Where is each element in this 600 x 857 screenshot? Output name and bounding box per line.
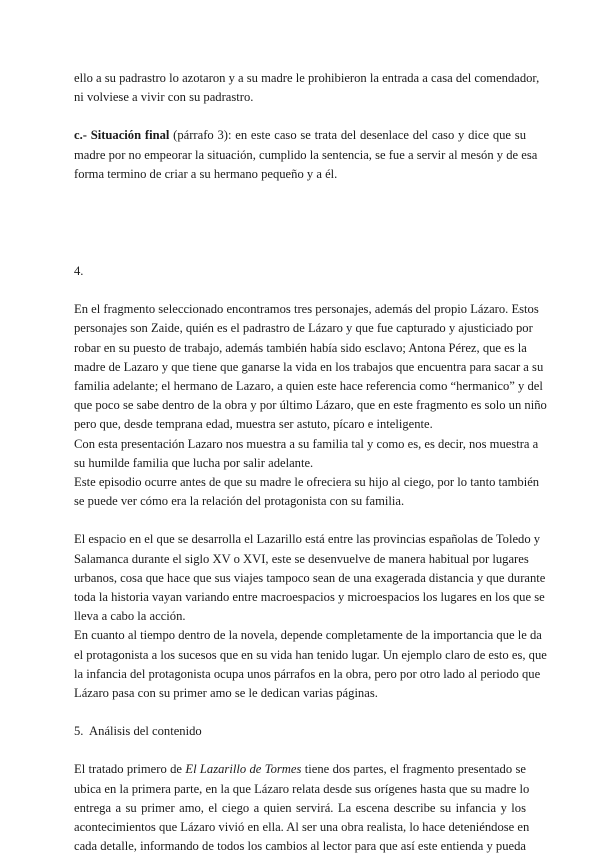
- text-line: Con esta presentación Lazaro nos muestra a su familia tal y como es, es decir, nos muestra a: [74, 436, 539, 451]
- text-line: familia adelante; el hermano de Lazaro, a quien este hace referencia como “hermanico” y del: [74, 379, 543, 394]
- text-line: En el fragmento seleccionado encontramos tres personajes, además del propio Lázaro. Estos: [74, 302, 539, 317]
- text-line: Lázaro pasa con su primer amo se le dedican varias páginas.: [74, 686, 378, 701]
- spacer: [74, 703, 526, 722]
- text-line: acontecimientos que Lázaro vivió en ella. Al ser una obra realista, lo hace deteniéndose en: [74, 820, 530, 835]
- text-line: pero que, desde temprana edad, muestra ser astuto, pícaro e inteligente.: [74, 417, 433, 432]
- text-line: la infancia del protagonista ocupa unos párrafos en la obra, pero por otro lado al periodo que: [74, 666, 541, 681]
- text-line: forma termino de criar a su hermano pequeño y a él.: [74, 166, 338, 181]
- text-line: madre por no empeorar la situación, cumplido la sentencia, se fue a servir al mesón y de esa: [74, 147, 538, 162]
- section-4-paragraph-space: [74, 530, 546, 626]
- section-4-number: 4.: [74, 264, 84, 279]
- section-5-line-pre: El tratado primero de: [74, 762, 186, 777]
- spacer: [74, 107, 526, 126]
- section-5-paragraph: [74, 760, 530, 856]
- text-line: su humilde familia que lucha por salir adelante.: [74, 455, 314, 470]
- text-line: ubica en la primera parte, en la que Lázaro relata desde sus orígenes hasta que su madre lo: [74, 781, 530, 796]
- section-c-first-line-rest: (párrafo 3): en este caso se trata del desenlace del caso y dice que su: [169, 128, 526, 143]
- text-line: cada detalle, informando de todos los cambios al lector para que así este entienda y pueda: [74, 839, 526, 854]
- section-5-heading: 5. Análisis del contenido: [74, 724, 202, 739]
- text-line: toda la historia vayan variando entre macroespacios y microespacios los lugares en los que se: [74, 590, 545, 605]
- text-line: urbanos, cosa que hace que sus viajes tampoco sean de una exagerada distancia y que durante: [74, 570, 546, 585]
- text-line: entrega a su primer amo, el ciego a quien servirá. La escena describe su infancia y los: [74, 800, 526, 815]
- spacer: [74, 184, 526, 262]
- book-title: El Lazarillo de Tormes: [185, 762, 302, 777]
- text-line: personajes son Zaide, quién es el padrastro de Lázaro y que fue capturado y ajusticiado por: [74, 321, 533, 336]
- intro-paragraph: [74, 69, 540, 107]
- section-5-line-post: tiene dos partes, el fragmento presentado se: [301, 762, 526, 777]
- spacer: [74, 281, 526, 300]
- text-line: ello a su padrastro lo azotaron y a su madre le prohibieron la entrada a casa del comendador,: [74, 71, 540, 85]
- spacer: [74, 741, 526, 760]
- text-line: que poco se sabe dentro de la obra y por último Lázaro, que en este fragmento es solo un niño: [74, 398, 547, 413]
- text-line: [74, 126, 526, 145]
- text-line: se puede ver cómo era la relación del protagonista con su familia.: [74, 494, 405, 509]
- section-c-label: c.-: [74, 128, 87, 143]
- section-4-paragraph-characters: [74, 300, 547, 434]
- text-line: Salamanca durante el siglo XV o XVI, este se desenvuelve de manera habitual por lugares: [74, 551, 529, 566]
- text-line: ni volviese a vivir con su padrastro.: [74, 90, 254, 105]
- text-line: lleva a cabo la acción.: [74, 609, 186, 624]
- section-4-paragraph-episode: [74, 473, 540, 511]
- section-4-paragraph-time: [74, 626, 547, 703]
- text-line: Este episodio ocurre antes de que su madre le ofreciera su hijo al ciego, por lo tanto también: [74, 475, 540, 490]
- section-4-paragraph-family: [74, 435, 539, 473]
- section-c-paragraph: [74, 126, 538, 184]
- spacer: [74, 511, 526, 530]
- text-line: El espacio en el que se desarrolla el Lazarillo está entre las provincias españolas de Toledo y: [74, 532, 541, 547]
- text-line: robar en su puesto de trabajo, además también había sido esclavo; Antona Pérez, que es la: [74, 340, 527, 355]
- text-line: En cuanto al tiempo dentro de la novela, depende completamente de la importancia que le da: [74, 628, 542, 643]
- section-c-title: Situación final: [90, 128, 170, 143]
- text-line: madre de Lazaro y que tiene que ganarse la vida en los trabajos que encuentra para sacar a su: [74, 359, 544, 374]
- text-line: [74, 760, 526, 779]
- text-line: el protagonista a los sucesos que en su vida han tenido lugar. Un ejemplo claro de esto es, que: [74, 647, 547, 662]
